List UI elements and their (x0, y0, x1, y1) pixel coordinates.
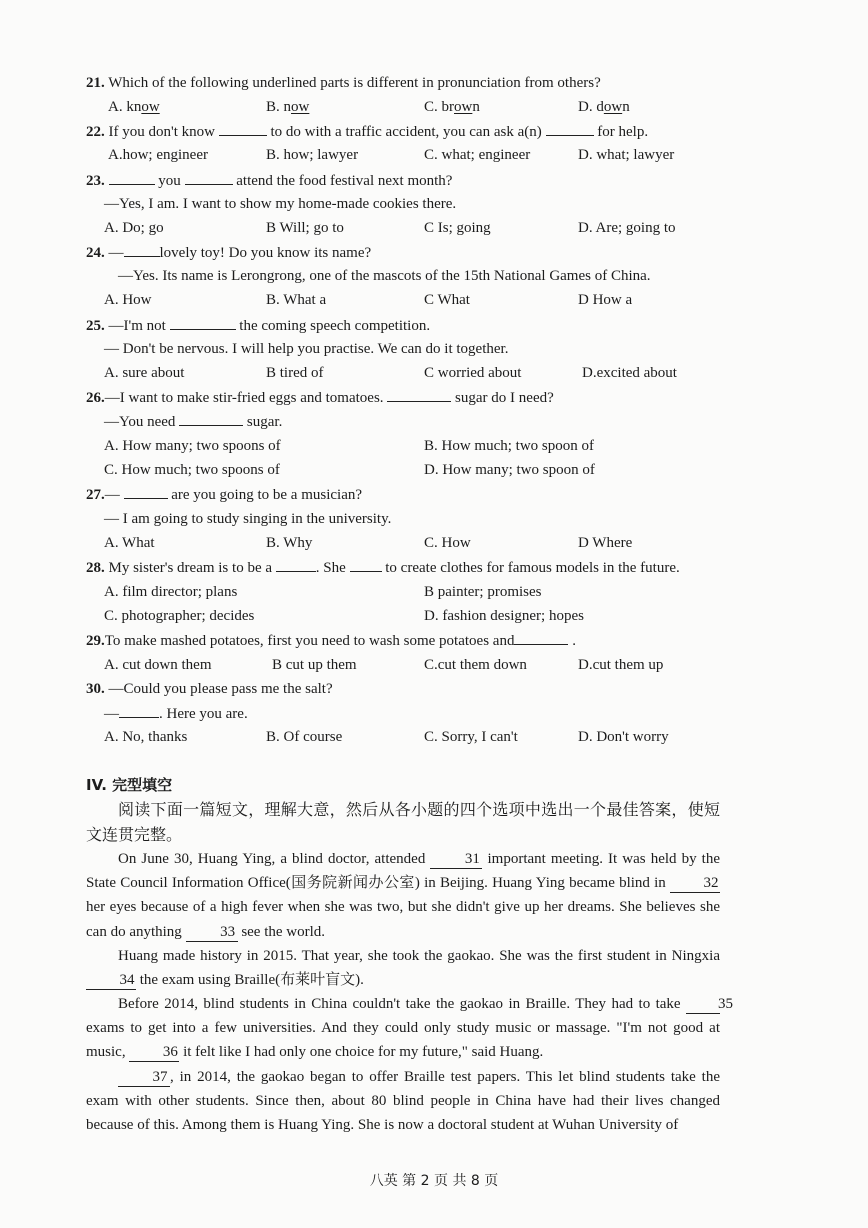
answer-text: sugar. (246, 414, 283, 430)
question-text: My sister's dream is to be a (108, 560, 273, 576)
question-text: are you going to be a musician? (171, 487, 363, 503)
question-text: to create clothes for famous models in the future. (385, 560, 680, 576)
option-30-d[interactable]: D. Don't worry (578, 729, 669, 745)
passage-text: , in 2014, the gaokao began to offer Braille test papers. This let blind students take the exam with other students. Since then, about 80 blind people in China have had their lives changed because of this. Among them is Huang Ying. She is now a doctoral student at Wuhan University of (86, 1069, 720, 1134)
question-number: 26. (86, 390, 105, 406)
option-29-d[interactable]: D.cut them up (578, 657, 664, 673)
blank-32[interactable]: 32 (670, 874, 720, 893)
option-25-d[interactable]: D.excited about (582, 365, 677, 381)
question-number: 27. (86, 487, 105, 503)
option-26-d[interactable]: D. How many; two spoon of (424, 462, 595, 478)
option-word: brown (441, 99, 480, 115)
option-29-c[interactable]: C.cut them down (424, 657, 527, 673)
option-word: down (596, 99, 630, 115)
passage-paragraph-2 (86, 944, 720, 992)
option-27-d[interactable]: D Where (578, 535, 633, 551)
option-28-b[interactable]: B painter; promises (424, 584, 542, 600)
option-27-c[interactable]: C. How (424, 535, 471, 551)
option-30-a[interactable]: A. No, thanks (104, 729, 188, 745)
blank-36[interactable]: 36 (129, 1043, 179, 1062)
option-25-c[interactable]: C worried about (424, 365, 522, 381)
question-number: 30. (86, 681, 105, 697)
question-29 (86, 630, 576, 651)
answer-blank[interactable] (514, 630, 568, 645)
answer-line: —Yes. Its name is Lerongrong, one of the mascots of the 15th National Games of China. (118, 268, 651, 284)
answer-blank[interactable] (185, 170, 233, 185)
option-28-a[interactable]: A. film director; plans (104, 584, 238, 600)
question-text: . She (315, 560, 346, 576)
option-29-a[interactable]: A. cut down them (104, 657, 212, 673)
question-28 (86, 557, 680, 578)
option-22-d[interactable]: D. what; lawyer (578, 147, 675, 163)
passage-paragraph-1 (86, 847, 720, 944)
answer-line: —Yes, I am. I want to show my home-made cookies there. (104, 196, 457, 212)
section-title: IV. 完型填空 (86, 776, 173, 794)
answer-blank[interactable] (170, 315, 236, 330)
answer-blank[interactable] (350, 557, 382, 572)
answer-blank[interactable] (119, 703, 159, 718)
answer-blank[interactable] (109, 170, 155, 185)
question-number: 24. (86, 245, 105, 261)
question-number: 22. (86, 124, 105, 140)
option-30-b[interactable]: B. Of course (266, 729, 343, 745)
answer-blank[interactable] (124, 484, 168, 499)
blank-37[interactable]: 37 (118, 1068, 170, 1087)
answer-line: — Don't be nervous. I will help you practise. We can do it together. (104, 341, 509, 357)
question-text: —Could you please pass me the salt? (108, 681, 333, 697)
option-25-a[interactable]: A. sure about (104, 365, 185, 381)
option-23-d[interactable]: D. Are; going to (578, 220, 676, 236)
option-word: now (283, 99, 310, 115)
question-text: for help. (597, 124, 649, 140)
option-24-a[interactable]: A. How (104, 292, 152, 308)
passage-paragraph-3 (86, 992, 734, 1065)
option-22-a[interactable]: A.how; engineer (108, 147, 208, 163)
option-22-c[interactable]: C. what; engineer (424, 147, 531, 163)
option-28-c[interactable]: C. photographer; decides (104, 608, 255, 624)
question-text: the coming speech competition. (239, 318, 431, 334)
question-text: — (104, 487, 120, 503)
section-instruction: 阅读下面一篇短文，理解大意，然后从各小题的四个选项中选出一个最佳答案，使短文连贯完整。 (86, 800, 720, 844)
answer-text: . Here you are. (159, 706, 248, 722)
option-28-d[interactable]: D. fashion designer; hopes (424, 608, 584, 624)
option-27-a[interactable]: A. What (104, 535, 155, 551)
question-25 (86, 315, 430, 336)
option-24-d[interactable]: D How a (578, 292, 633, 308)
answer-line (104, 411, 282, 432)
answer-line (104, 703, 248, 724)
question-text: sugar do I need? (455, 390, 554, 406)
question-number: 28. (86, 560, 105, 576)
passage-text: her eyes because of a high fever when she was two, but she didn't give up her dreams. She believes she can do anything (86, 899, 720, 940)
answer-blank[interactable] (387, 387, 451, 402)
passage-text: On June 30, Huang Ying, a blind doctor, attended (118, 851, 426, 867)
answer-text: —You need (104, 414, 176, 430)
question-text: lovely toy! Do you know its name? (159, 245, 372, 261)
answer-blank[interactable] (124, 242, 160, 257)
option-26-a[interactable]: A. How many; two spoons of (104, 438, 281, 454)
answer-text: — (104, 706, 119, 722)
question-27 (86, 484, 362, 505)
option-23-c[interactable]: C Is; going (424, 220, 491, 236)
page-footer: 八英 第 2 页 共 8 页 (369, 1173, 499, 1189)
option-letter: C. (424, 99, 438, 115)
option-23-a[interactable]: A. Do; go (104, 220, 164, 236)
question-number: 29. (86, 633, 105, 649)
answer-line: — I am going to study singing in the university. (104, 511, 392, 527)
option-21-d[interactable] (578, 97, 630, 117)
option-word: know (126, 99, 160, 115)
question-number: 23. (86, 173, 105, 189)
question-30 (86, 679, 333, 699)
option-24-b[interactable]: B. What a (266, 292, 327, 308)
question-number: 21. (86, 75, 105, 91)
option-22-b[interactable]: B. how; lawyer (266, 147, 359, 163)
blank-31[interactable]: 31 (430, 850, 482, 869)
passage-text: the exam using Braille(布莱叶盲文). (139, 972, 364, 989)
passage-text: Huang made history in 2015. That year, she took the gaokao. She was the first student in Ningxia (118, 948, 720, 964)
question-text: —I'm not (108, 318, 166, 334)
answer-blank[interactable] (546, 121, 594, 136)
option-letter: B. (266, 99, 280, 115)
answer-blank[interactable] (219, 121, 267, 136)
question-24 (86, 242, 371, 263)
option-27-b[interactable]: B. Why (266, 535, 313, 551)
option-26-b[interactable]: B. How much; two spoon of (424, 438, 594, 454)
option-letter: D. (578, 99, 593, 115)
question-26 (86, 387, 554, 408)
question-21 (86, 73, 601, 93)
question-number: 25. (86, 318, 105, 334)
question-text: To make mashed potatoes, first you need to wash some potatoes and (104, 633, 515, 649)
passage-text: exams to get into a few universities. And they could only study music or massage. "I'm not good at music, (86, 1020, 720, 1061)
blank-33[interactable]: 33 (186, 923, 238, 942)
answer-blank[interactable] (276, 557, 316, 572)
blank-34[interactable]: 34 (86, 971, 136, 990)
option-21-a[interactable] (108, 97, 160, 117)
option-letter: A. (108, 99, 123, 115)
passage-text: important meeting. It was held by the State Council Information Office(国务院新闻办公室) in Beijing. Huang Ying became blind in (86, 851, 720, 892)
option-26-c[interactable]: C. How much; two spoons of (104, 462, 280, 478)
answer-blank[interactable] (179, 411, 243, 426)
passage-paragraph-4 (86, 1065, 720, 1138)
question-text: you (158, 173, 181, 189)
passage-text: see the world. (241, 923, 326, 940)
question-text: If you don't know (108, 124, 215, 140)
option-25-b[interactable]: B tired of (266, 365, 324, 381)
option-29-b[interactable]: B cut up them (272, 657, 357, 673)
blank-35[interactable]: 35 (686, 995, 720, 1014)
passage-text: it felt like I had only one choice for my future," said Huang. (183, 1044, 544, 1061)
question-23 (86, 170, 452, 191)
question-text: attend the food festival next month? (236, 173, 453, 189)
option-23-b[interactable]: B Will; go to (266, 220, 344, 236)
question-22 (86, 121, 648, 142)
question-text: — (108, 245, 124, 261)
question-text: —I want to make stir-fried eggs and tomatoes. (104, 390, 384, 406)
option-21-b[interactable] (266, 97, 309, 117)
question-text: . (572, 633, 576, 649)
passage-text: Before 2014, blind students in China couldn't take the gaokao in Braille. They had to take (118, 996, 681, 1012)
question-text: to do with a traffic accident, you can ask a(n) (270, 124, 542, 140)
question-text: Which of the following underlined parts is different in pronunciation from others? (108, 75, 601, 91)
option-21-c[interactable] (424, 97, 480, 117)
option-30-c[interactable]: C. Sorry, I can't (424, 729, 518, 745)
option-24-c[interactable]: C What (424, 292, 470, 308)
